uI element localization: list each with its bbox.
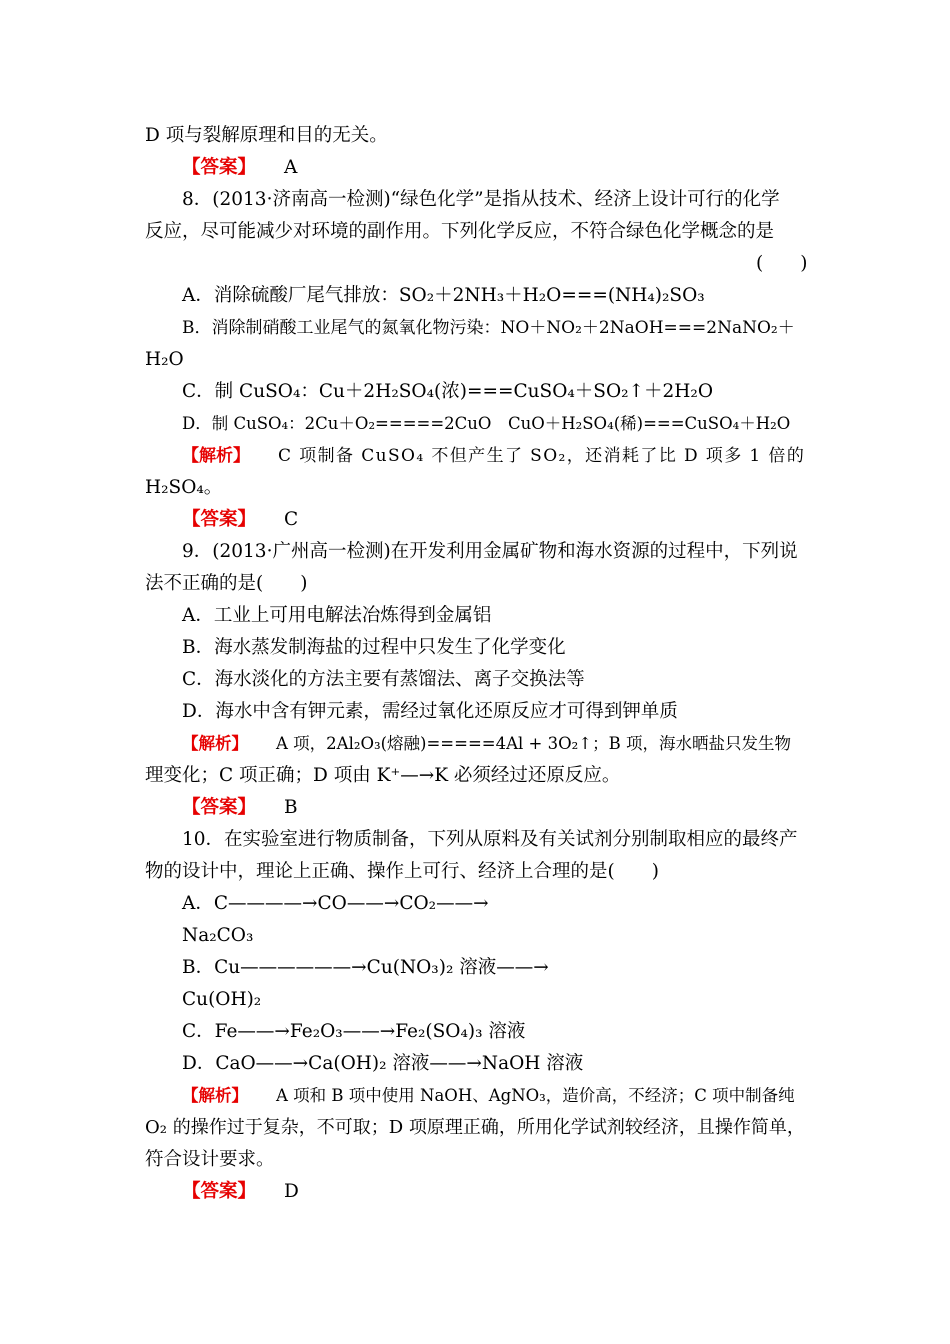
explanation-10-cont: 符合设计要求。 — [145, 1149, 275, 1170]
option-a: A．工业上可用电解法冶炼得到金属铝 — [182, 605, 492, 626]
answer-7 — [182, 156, 297, 180]
option-c: C．Fe——→Fe₂O₃——→Fe₂(SO₄)₃ 溶液 — [182, 1021, 526, 1042]
explanation-tag: 【解析】 — [182, 1086, 248, 1105]
question-9-stem-cont: 法不正确的是( ) — [145, 573, 308, 594]
question-10-stem: 10．在实验室进行物质制备，下列从原料及有关试剂分别制取相应的最终产 — [182, 829, 798, 850]
answer-9 — [182, 796, 298, 820]
explanation-9 — [182, 732, 791, 756]
option-b-cont: H₂O — [145, 349, 184, 370]
explanation-text: C 项制备 CuSO₄ 不但产生了 SO₂，还消耗了比 D 项多 1 倍的 — [278, 446, 806, 466]
answer-tag: 【答案】 — [182, 157, 257, 178]
answer-blank: ( ) — [756, 253, 808, 274]
explanation-8 — [182, 444, 805, 468]
explanation-8-cont: H₂SO₄。 — [145, 477, 223, 498]
text-line: D 项与裂解原理和目的无关。 — [145, 125, 388, 146]
explanation-9-cont: 理变化；C 项正确；D 项由 K⁺—→K 必须经过还原反应。 — [145, 765, 621, 786]
answer-8 — [182, 508, 298, 532]
option-c: C．海水淡化的方法主要有蒸馏法、离子交换法等 — [182, 669, 585, 690]
question-8-stem: 8．(2013·济南高一检测)“绿色化学”是指从技术、经济上设计可行的化学 — [182, 189, 780, 210]
question-9-stem: 9．(2013·广州高一检测)在开发利用金属矿物和海水资源的过程中，下列说 — [182, 541, 798, 562]
explanation-10-cont: O₂ 的操作过于复杂，不可取；D 项原理正确，所用化学试剂较经济，且操作简单， — [145, 1117, 805, 1138]
answer-value: C — [284, 509, 299, 530]
explanation-10 — [182, 1084, 795, 1108]
answer-10 — [182, 1180, 299, 1204]
answer-value: B — [284, 797, 298, 818]
option-a: A．C————→CO——→CO₂——→ — [182, 893, 489, 914]
option-a-cont: Na₂CO₃ — [182, 925, 254, 946]
question-10-stem-cont: 物的设计中，理论上正确、操作上可行、经济上合理的是( ) — [145, 861, 659, 882]
answer-tag: 【答案】 — [182, 1181, 257, 1202]
option-b: B．消除制硝酸工业尾气的氮氧化物污染：NO＋NO₂＋2NaOH===2NaNO₂＋ — [182, 318, 795, 338]
answer-tag: 【答案】 — [182, 509, 257, 530]
explanation-text: A 项，2Al₂O₃(熔融)=====4Al + 3O₂↑；B 项，海水晒盐只发生物 — [276, 734, 791, 753]
option-d: D．海水中含有钾元素，需经过氧化还原反应才可得到钾单质 — [182, 701, 678, 722]
option-b: B．海水蒸发制海盐的过程中只发生了化学变化 — [182, 637, 566, 658]
option-b: B．Cu——————→Cu(NO₃)₂ 溶液——→ — [182, 957, 549, 978]
option-a: A．消除硫酸厂尾气排放：SO₂＋2NH₃＋H₂O===(NH₄)₂SO₃ — [182, 285, 705, 306]
answer-value: A — [284, 157, 298, 178]
explanation-tag: 【解析】 — [182, 446, 250, 466]
answer-tag: 【答案】 — [182, 797, 257, 818]
explanation-text: A 项和 B 项中使用 NaOH、AgNO₃，造价高，不经济；C 项中制备纯 — [276, 1086, 795, 1105]
answer-value: D — [284, 1181, 299, 1202]
option-c: C．制 CuSO₄：Cu＋2H₂SO₄(浓)===CuSO₄＋SO₂↑＋2H₂O — [182, 381, 714, 402]
option-d: D．CaO——→Ca(OH)₂ 溶液——→NaOH 溶液 — [182, 1053, 584, 1074]
option-b-cont: Cu(OH)₂ — [182, 989, 262, 1010]
option-d: D．制 CuSO₄：2Cu＋O₂=====2CuO CuO＋H₂SO₄(稀)===CuSO₄＋H₂O — [182, 414, 791, 433]
explanation-tag: 【解析】 — [182, 734, 248, 753]
question-8-stem-cont: 反应，尽可能减少对环境的副作用。下列化学反应，不符合绿色化学概念的是 — [145, 221, 775, 242]
